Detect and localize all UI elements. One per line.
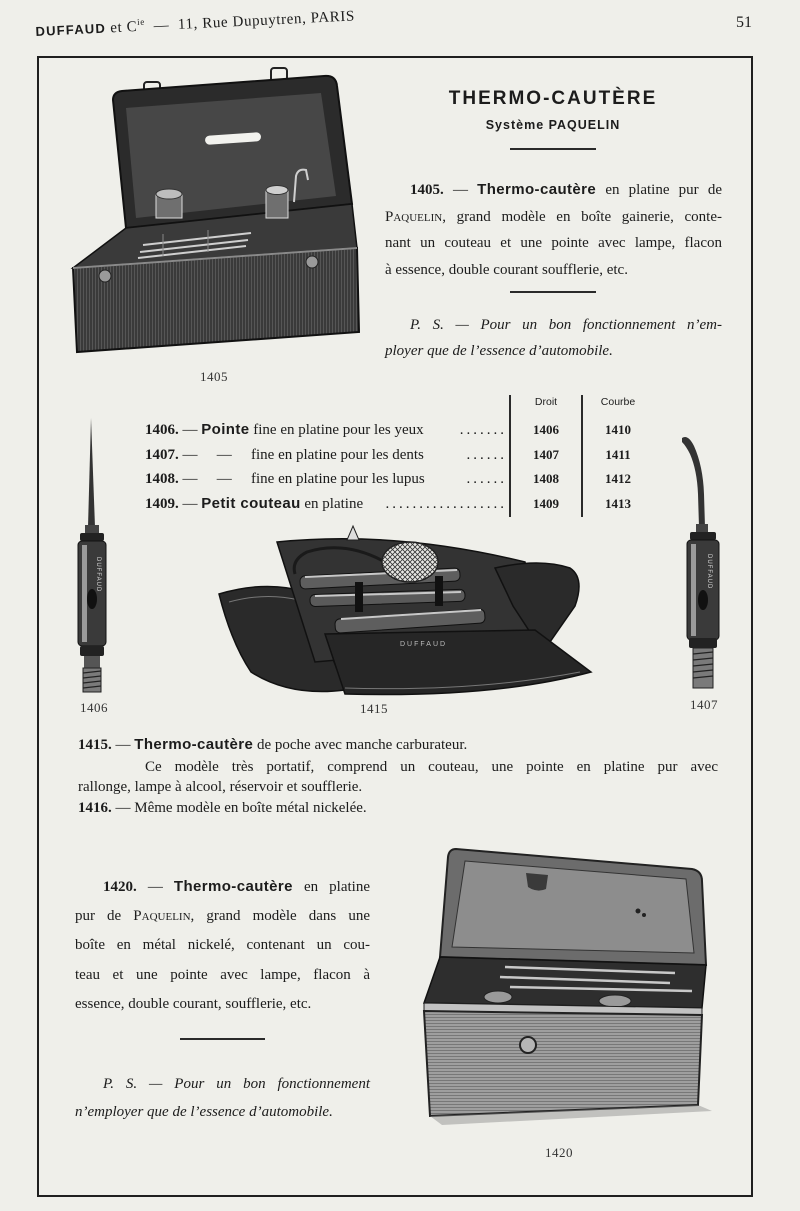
caption-1405: 1405 bbox=[200, 369, 228, 384]
item-name: Thermo-cautère bbox=[134, 736, 254, 753]
divider bbox=[510, 148, 596, 150]
ref-straight: 1409 bbox=[533, 496, 559, 511]
ref-curved: 1411 bbox=[605, 447, 631, 462]
divider bbox=[180, 1038, 265, 1040]
item-1420-ps-line-1: P. S. — Pour un bon fonctionnement bbox=[103, 1076, 370, 1092]
latch-icon bbox=[306, 256, 318, 268]
caption-1406: 1406 bbox=[80, 700, 108, 715]
item-number: 1415. bbox=[78, 737, 112, 753]
item-1420-line-5: essence, double courant, soufflerie, etc. bbox=[75, 996, 312, 1012]
caption-1407: 1407 bbox=[690, 697, 718, 712]
item-1420-line-2: pur de Paquelin, grand modèle dans une bbox=[75, 908, 370, 924]
ref-straight: 1407 bbox=[533, 447, 559, 462]
item-1405-line-1: 1405. — Thermo-cautère en platine pur de bbox=[410, 181, 723, 198]
item-1405-ps-line-1: P. S. — Pour un bon fonctionnement n’em- bbox=[410, 317, 722, 333]
item-1415-line-1: 1415. — Thermo-cautère de poche avec manche carburateur. bbox=[78, 736, 468, 753]
frame-bottom bbox=[37, 1195, 753, 1197]
inventor-name: Paquelin bbox=[385, 209, 443, 225]
item-1420-line-3: boîte en métal nickelé, contenant un cou- bbox=[75, 937, 370, 953]
page-header bbox=[35, 6, 355, 41]
table-row: 1408. — — fine en platine pour les lupus ...... bbox=[145, 471, 507, 487]
item-name: Thermo-cautère bbox=[477, 181, 597, 198]
page-title: THERMO-CAUTÈRE bbox=[448, 88, 658, 109]
figure-1415-pocket-kit bbox=[195, 522, 595, 700]
item-1405-ps-line-2: ployer que de l’essence d’automobile. bbox=[385, 343, 613, 359]
frame-top bbox=[37, 56, 753, 58]
item-1416-line: 1416. — Même modèle en boîte métal nickelée. bbox=[78, 800, 367, 816]
item-1405-line-4: à essence, double courant soufflerie, etc. bbox=[385, 262, 628, 278]
latch-icon bbox=[99, 270, 111, 282]
inventor-name: Paquelin bbox=[133, 908, 191, 924]
caption-1415: 1415 bbox=[360, 701, 388, 716]
header-separator: — bbox=[153, 17, 170, 35]
table-row: 1409. — Petit couteau en platine .................. bbox=[145, 495, 507, 512]
caption-1420: 1420 bbox=[545, 1145, 573, 1160]
box-front bbox=[424, 1011, 702, 1116]
ref-straight: 1406 bbox=[533, 422, 559, 437]
figure-1406-straight-point bbox=[70, 415, 115, 695]
bellows-bulb-icon bbox=[382, 542, 438, 582]
column-header-curved: Courbe bbox=[600, 396, 636, 408]
table-row: 1406. — Pointe fine en platine pour les yeux ....... bbox=[145, 421, 507, 438]
engraved-mark: DUFFAUD bbox=[95, 557, 101, 593]
engraved-mark: DUFFAUD bbox=[706, 554, 712, 590]
latch-icon bbox=[520, 1037, 536, 1053]
item-1415-line-2: Ce modèle très portatif, comprend un couteau, une pointe en platine pur avec bbox=[145, 759, 718, 775]
figure-1407-curved-point bbox=[676, 432, 726, 694]
frame-left bbox=[37, 56, 39, 1197]
company-address: 11, Rue Dupuytren, PARIS bbox=[177, 8, 356, 34]
item-1420-line-1: 1420. — Thermo-cautère en platine bbox=[103, 878, 371, 895]
item-1405-line-3: nant un couteau et une pointe avec lampe, flacon bbox=[385, 235, 722, 251]
item-1415-line-3: rallonge, lampe à alcool, réservoir et soufflerie. bbox=[78, 779, 363, 795]
company-name: DUFFAUD bbox=[35, 20, 107, 40]
ref-curved: 1412 bbox=[605, 471, 631, 486]
item-number: 1416. bbox=[78, 800, 112, 816]
figure-1420-metal-box bbox=[410, 843, 720, 1128]
company-et: et bbox=[109, 19, 123, 37]
ref-curved: 1413 bbox=[605, 496, 631, 511]
page-number: 51 bbox=[736, 14, 752, 31]
divider bbox=[510, 291, 596, 293]
figure-1405-case bbox=[68, 62, 360, 357]
page-subtitle: Système PAQUELIN bbox=[485, 118, 621, 132]
engraved-mark: DUFFAUD bbox=[400, 641, 448, 648]
item-1420-line-4: teau et une pointe avec lampe, flacon à bbox=[75, 967, 370, 983]
lamp-icon bbox=[156, 189, 182, 218]
item-number: 1405. bbox=[410, 182, 444, 198]
company-co: $C^{ie}$ bbox=[126, 16, 146, 36]
column-header-straight: Droit bbox=[534, 396, 558, 408]
frame-right bbox=[751, 56, 753, 1197]
item-1420-ps-line-2: n’employer que de l’essence d’automobile. bbox=[75, 1104, 333, 1120]
flask-icon bbox=[266, 186, 288, 219]
table-row: 1407. — — fine en platine pour les dents ...... bbox=[145, 447, 507, 463]
item-1405-line-2: Paquelin, grand modèle en boîte gainerie, conte- bbox=[385, 209, 722, 225]
item-number: 1420. bbox=[103, 879, 137, 895]
item-name: Thermo-cautère bbox=[173, 878, 293, 895]
ref-curved: 1410 bbox=[605, 422, 631, 437]
ref-straight: 1408 bbox=[533, 471, 559, 486]
